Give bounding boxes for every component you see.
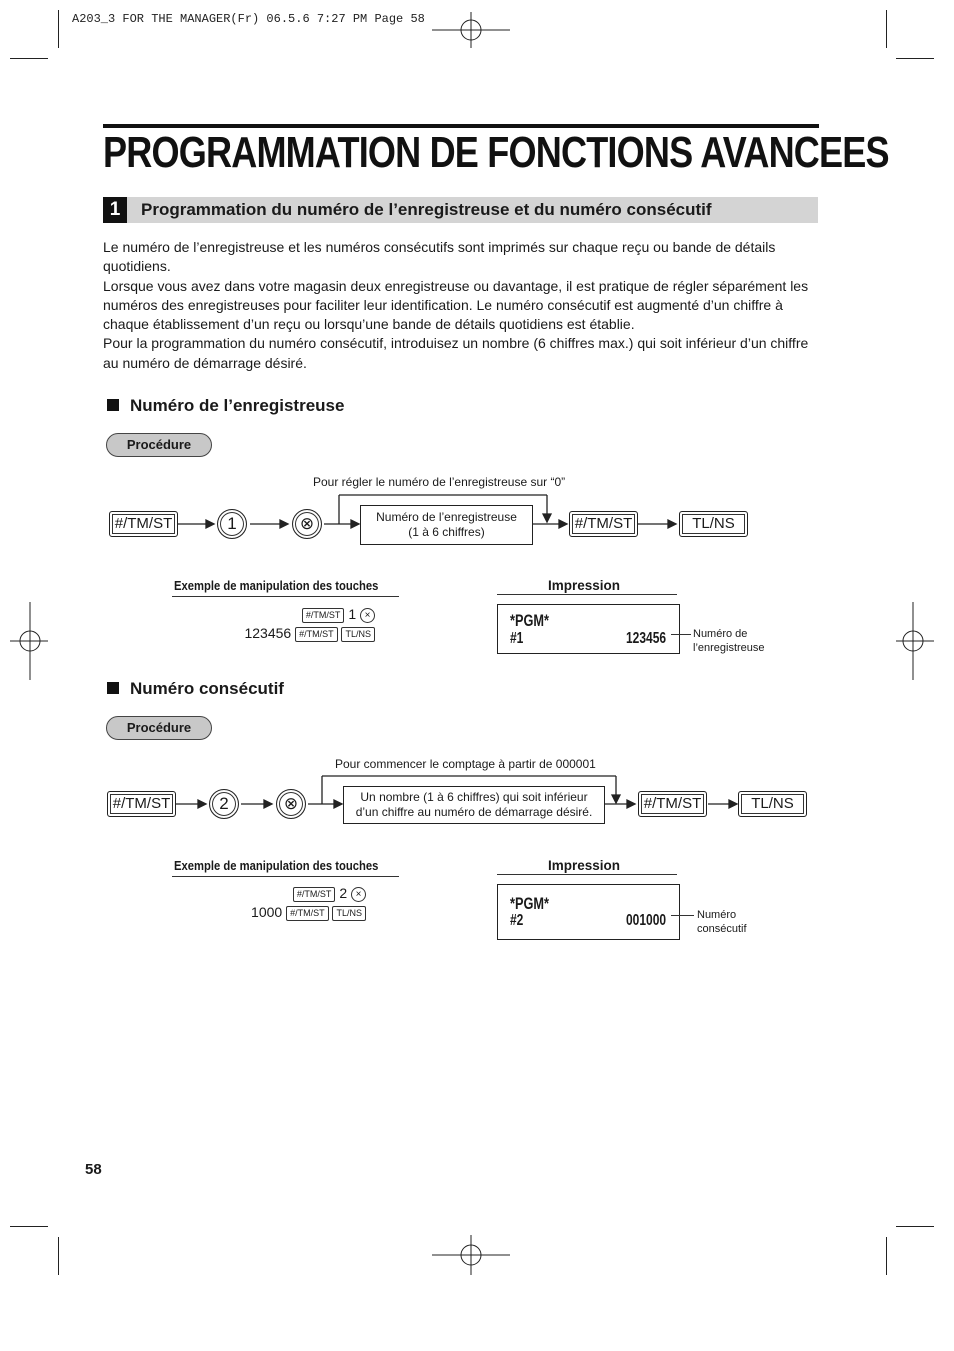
register-number-heading: Numéro de l’enregistreuse: [107, 396, 344, 416]
mini-tm-st-key: #/TM/ST: [293, 887, 336, 902]
example-keys-line: 123456 #/TM/ST TL/NS: [200, 625, 375, 642]
procedure-pill: Procédure: [106, 716, 212, 740]
callout-text: Numéro consécutif: [697, 909, 747, 935]
multiply-key[interactable]: ⊗: [276, 789, 306, 819]
section-number: 1: [103, 197, 127, 223]
consecutive-number-box: Un nombre (1 à 6 chiffres) qui soit inférieur d’un chiffre au numéro de démarrage désiré.: [343, 786, 605, 824]
page-title: PROGRAMMATION DE FONCTIONS AVANCEES: [103, 128, 889, 177]
tm-st-key[interactable]: #/TM/ST: [109, 511, 178, 537]
receipt-value: 123456: [626, 630, 667, 647]
impression-label: Impression: [548, 578, 621, 593]
tm-st-key[interactable]: #/TM/ST: [107, 791, 176, 817]
example-keys-line: #/TM/ST 1 ×: [200, 606, 375, 623]
mini-tm-st-key: #/TM/ST: [295, 627, 338, 642]
mini-tm-st-key: #/TM/ST: [286, 906, 329, 921]
intro-paragraph: Pour la programmation du numéro consécutif, introduisez un nombre (6 chiffres max.) qui soit inférieur d’un chiffre au numéro de démarrage désiré.: [103, 335, 809, 371]
tl-ns-key[interactable]: TL/NS: [738, 791, 807, 817]
callout-text: Numéro de l’enregistreuse: [693, 628, 765, 654]
bypass-note: Pour commencer le comptage à partir de 000001: [335, 757, 596, 771]
print-slug: A203_3 FOR THE MANAGER(Fr) 06.5.6 7:27 PM Page 58: [72, 12, 425, 26]
mini-tl-ns-key: TL/NS: [332, 906, 366, 921]
register-number-box: Numéro de l’enregistreuse (1 à 6 chiffres): [360, 505, 533, 545]
page-number: 58: [85, 1161, 102, 1178]
mini-multiply-key: ×: [360, 608, 375, 623]
mini-tm-st-key: #/TM/ST: [302, 608, 345, 623]
example-keys-line: 1000 #/TM/ST TL/NS: [190, 904, 366, 921]
multiply-key[interactable]: ⊗: [292, 509, 322, 539]
bypass-note: Pour régler le numéro de l’enregistreuse sur “0”: [313, 475, 566, 489]
callout-line: [671, 915, 694, 916]
receipt-label: #2: [510, 912, 524, 929]
tm-st-key[interactable]: #/TM/ST: [569, 511, 638, 537]
receipt-value: 001000: [626, 912, 667, 929]
pgm-text: *PGM*: [510, 894, 549, 913]
impression-underline: [497, 874, 677, 875]
impression-label: Impression: [548, 858, 621, 873]
tm-st-key[interactable]: #/TM/ST: [638, 791, 707, 817]
mini-tl-ns-key: TL/NS: [341, 627, 375, 642]
receipt-label: #1: [510, 630, 524, 647]
example-keys-line: #/TM/ST 2 ×: [190, 885, 366, 902]
example-label: Exemple de manipulation des touches: [174, 579, 379, 593]
digit-2-key[interactable]: 2: [209, 789, 239, 819]
digit-1-key[interactable]: 1: [217, 509, 247, 539]
section-title: Programmation du numéro de l’enregistreuse et du numéro consécutif: [141, 200, 712, 219]
intro-paragraph: Lorsque vous avez dans votre magasin deux enregistreuse ou davantage, il est pratique de régler séparément les numéros des enregistreuses pour faciliter leur identification. Le numéro consécutif est augmenté d’un chiffre à chaque établissement d’un reçu ou lorsqu’une bande de détails quotidiens est établie.: [103, 277, 809, 333]
mini-multiply-key: ×: [351, 887, 366, 902]
tl-ns-key[interactable]: TL/NS: [679, 511, 748, 537]
receipt-print: [497, 884, 680, 940]
intro-paragraph: Le numéro de l’enregistreuse et les numéros consécutifs sont imprimés sur chaque reçu ou bande de détails quotidiens.: [103, 239, 776, 275]
example-underline: [172, 876, 399, 877]
pgm-text: *PGM*: [510, 611, 549, 630]
example-label: Exemple de manipulation des touches: [174, 859, 379, 873]
consecutive-number-heading: Numéro consécutif: [107, 679, 284, 699]
procedure-pill: Procédure: [106, 433, 212, 457]
